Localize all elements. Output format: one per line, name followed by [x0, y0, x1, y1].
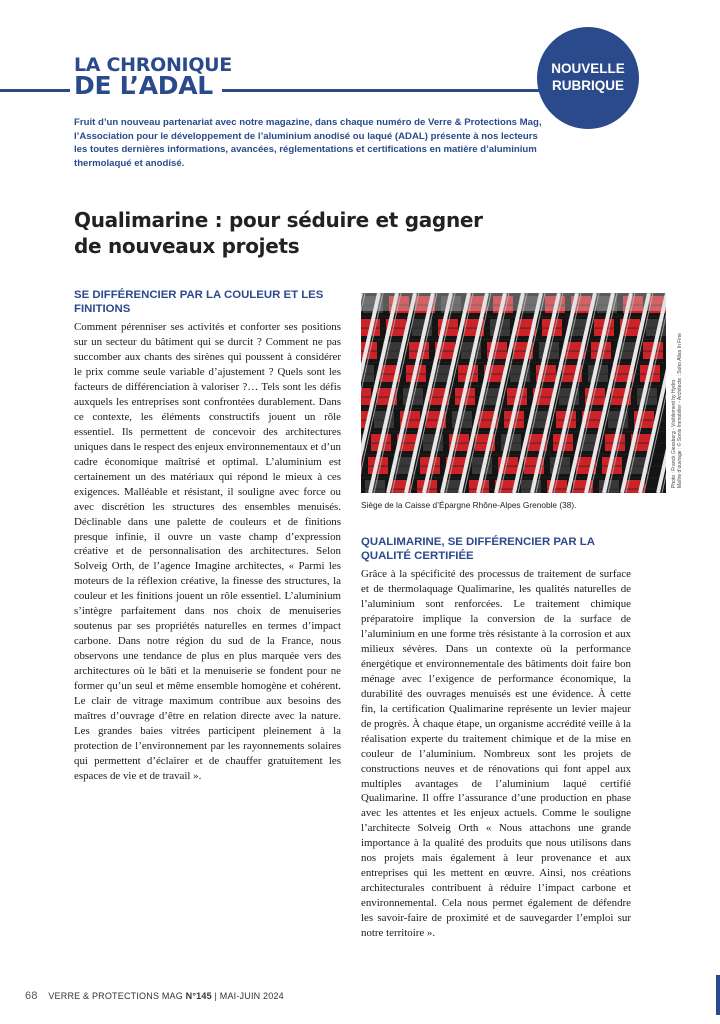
left-column [74, 289, 341, 783]
facade-slat [361, 397, 666, 398]
photo-credit-line1: Photo : Franck Giessberg - Visiblement by Hydro [671, 379, 677, 488]
new-rubric-badge [537, 27, 639, 129]
intro-paragraph: Fruit d’un nouveau partenariat avec notre magazine, dans chaque numéro de Verre & Protections Mag, l’Association pour le développement de l’aluminium anodisé ou laqué (ADAL) présente à nos lecteurs les toutes dernières informations, avancées, réglementations et certifications en matière d’aluminium thermolaqué et anodisé. [74, 117, 542, 169]
header-rule-right [222, 89, 542, 92]
badge-line2: RUBRIQUE [551, 78, 624, 93]
section1-heading: SE DIFFÉRENCIER PAR LA COULEUR ET LES FINITIONS [74, 289, 324, 315]
facade-slat [361, 385, 666, 386]
article-title-rest: : pour séduire et gagner de nouveaux projets [74, 208, 483, 258]
section1-text: Comment pérenniser ses activités et conforter ses positions sur un secteur du bâtiment qui se durcit ? Comment ne pas succomber aux chants des sirènes qui poussent à considérer le prix comme seule variable d’ajustement ? Quels sont les facteurs de différenciation à valoriser ?… Tels sont les défis auxquels les entreprises sont confrontées durablement. Dans ce contexte, les éléments constructifs jouent un rôle essentiel. Ils permettent de concevoir des architectures uniques dans le respect des enjeux environnementaux et d’un cadre économique maîtrisé et optimal. L’aluminium est certainement un des matériaux qui répond le mieux à ces exigences. Malléable et résistant, il souligne avec force ou avec discrétion les structures des ensembles menuisés. Déclinable dans une palette de couleurs et de finitions presque infinie, il ouvre un vaste champ d’expression créative et de personnalisation des architectures. Selon Solveig Orth, de l’agence Imagine architectes, « Parmi les moteurs de la réflexion créative, la finesse des structures, la couleur et les finitions jouent un rôle essentiel. L’aluminium s’intègre parfaitement dans nos choix de menuiseries soutenus par ses propriétés naturelles en termes d’impact carbone. Dans notre région du sud de la France, nous observons une tendance de plus en plus marquée vers des architectures où le bâti et la menuiserie se fondent pour ne former qu’un seul et même ensemble homogène et cohérent. Le clair de vitrage maximum contribue aux besoins des maîtres d’ouvrage d’être en relation directe avec la nature. Les grandes baies vitrées participent pleinement à la protection de l’environnement par les rayonnements solaires qui permettent d’éclairer et de chauffer gratuitement les espaces de vie et de travail ». [74, 321, 341, 782]
rubric-title-line2: DE L’ADAL [74, 71, 213, 101]
photo-caption: Siège de la Caisse d’Épargne Rhône-Alpes Grenoble (38). [361, 500, 577, 510]
page-footer [25, 990, 284, 1002]
issue-number: N°145 [185, 991, 212, 1001]
photo-credit [671, 288, 683, 488]
issue-date: MAI-JUIN 2024 [219, 991, 284, 1001]
facade-slat [361, 443, 666, 444]
section2-heading: QUALIMARINE, SE DIFFÉRENCIER PAR LA QUALITÉ CERTIFIÉE [361, 536, 595, 562]
facade-slat [361, 454, 666, 455]
photo-credit-line2: Maître d’ouvrage : © Sonis Immobilier - Architecte : Soho Atlas In Fine [677, 333, 683, 488]
facade-slat [361, 477, 666, 478]
article-title [74, 207, 514, 259]
magazine-name: VERRE & PROTECTIONS MAG [48, 991, 183, 1001]
facade-slat [361, 374, 666, 375]
badge-line1: NOUVELLE [551, 61, 625, 77]
facade-slat [361, 466, 666, 467]
facade-top-light [361, 293, 666, 311]
facade-slat [361, 316, 666, 317]
page-number: 68 [25, 990, 38, 1002]
article-title-bold: Qualimarine [74, 208, 209, 232]
facade-illustration [361, 293, 666, 493]
header-rule-left [0, 89, 70, 92]
section2-text: Grâce à la spécificité des processus de traitement de surface et de thermolaquage Qualimarine, les qualités naturelles de l’aluminium sont renforcées. Le traitement chimique préparatoire implique la conversion de la surface de l’aluminium en une forme très résistante à la corrosion et aux milieux sévères. Dans un contexte où la performance énergétique et environnementale des bâtiments doit faire bon ménage avec l’exigence de performance économique, la durabilité des ouvrages menuisés est une évidence. À cette fin, la certification Qualimarine représente un levier majeur de progrès. À chaque étape, un organisme accrédité veille à la réalisation experte du traitement chimique et de la mise en couleur de l’aluminium. Nombreux sont les projets de constructions neuves et de rénovations qui font appel aux multiples avantages de l’aluminium laqué certifié Qualimarine. Il offre l’assurance d’une production en phase avec les attentes et les enjeux actuels. Comme le souligne l’architecte Solveig Orth « Nous attachons une grande importance à la qualité des produits que nous utilisons dans nos projets mais également à leur provenance et aux entreprises qui les mettent en œuvre. Ainsi, nos créations architecturales contribuent à réduire l’impact carbone et environnemental. Cela nous permet également de défendre les savoir-faire de proximité et de sauvegarder l’emploi sur notre territoire ». [361, 568, 631, 939]
facade-slat [361, 362, 666, 363]
rubric-title [74, 54, 232, 101]
footer-separator: | [214, 991, 218, 1001]
building-facade-photo [361, 293, 666, 493]
right-column [361, 536, 631, 941]
page-edge-mark [716, 975, 720, 1015]
rubric-title-line1: LA CHRONIQUE [74, 54, 232, 76]
